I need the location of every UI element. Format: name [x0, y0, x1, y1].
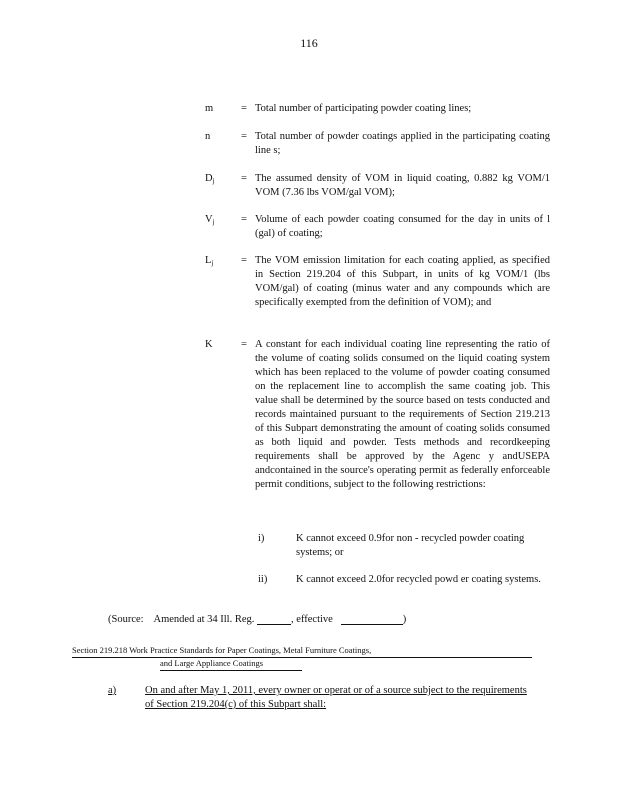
definition-text: The VOM emission limitation for each coating applied, as specified in Section 219.204 of this Subpart, in units of kg VOM/1 (lbs VOM/gal) of coating (minus water and any compounds which are specifically exempted from the definition of VOM); and: [255, 255, 550, 308]
source-effective: , effective: [291, 614, 333, 625]
definition-vj: [205, 213, 550, 241]
definition-text: Volume of each powder coating consumed for the day in units of l (gal) of coating;: [255, 214, 550, 239]
source-close: ): [402, 614, 407, 625]
register-blank: [257, 614, 291, 625]
definition-n: [205, 130, 550, 158]
subsection-a: [108, 684, 528, 712]
restriction-text: K cannot exceed 2.0for recycled powd er coating systems.: [296, 574, 541, 585]
symbol: $L_j$: [205, 255, 214, 267]
section-heading-line1: Section 219.218 Work Practice Standards for Paper Coatings, Metal Furniture Coatings,: [72, 644, 532, 658]
restriction-text: K cannot exceed 0.9for non - recycled powder coating systems; or: [296, 533, 525, 558]
definition-text: The assumed density of VOM in liquid coating, 0.882 kg VOM/1 VOM (7.36 lbs VOM/gal VOM);: [255, 173, 550, 198]
definition-m: [205, 102, 550, 116]
restriction-label: i): [258, 533, 265, 544]
restriction-i: [258, 532, 548, 560]
restriction-ii: [258, 573, 548, 587]
source-amended: Amended at 34 Ill. Reg.: [153, 614, 255, 625]
symbol: $D_j$: [205, 173, 215, 185]
equals-sign: =: [241, 339, 247, 350]
definition-text: Total number of powder coatings applied in the participating coating line s;: [255, 131, 550, 156]
symbol: m: [205, 103, 214, 114]
equals-sign: =: [241, 255, 247, 266]
equals-sign: =: [241, 131, 247, 142]
definition-dj: [205, 172, 550, 200]
definition-k: [205, 338, 550, 492]
subsection-label: a): [108, 685, 117, 696]
source-open: (Source:: [108, 614, 144, 625]
definition-lj: [205, 254, 550, 310]
effective-date-blank: [341, 614, 403, 625]
restriction-label: ii): [258, 574, 268, 585]
equals-sign: =: [241, 214, 247, 225]
symbol: K: [205, 339, 213, 350]
definition-text: Total number of participating powder coating lines;: [255, 103, 472, 114]
equals-sign: =: [241, 173, 247, 184]
symbol: n: [205, 131, 211, 142]
definition-text: A constant for each individual coating line representing the ratio of the volume of coating solids consumed on the liquid coating system which has been replaced to the volume of powder coating consumed on the replacement line to accomplish the same coating job. This value shall be determined by the source based on tests conducted and records maintained pursuant to the requirements of Section 219.213 of this Subpart demonstrating the amount of coating solids consumed as both liquid and powder. Tests methods and recordkeeping requirements shall be approved by the Agenc y andUSEPA andcontained in the source's operating permit as federally enforceable permit conditions, subject to the following restrictions:: [255, 339, 550, 490]
source-note: [108, 614, 406, 625]
symbol: $V_j$: [205, 214, 215, 226]
page-number: 116: [300, 36, 318, 50]
equals-sign: =: [241, 103, 247, 114]
section-heading-line2: and Large Appliance Coatings: [160, 657, 302, 671]
subsection-text: On and after May 1, 2011, every owner or operat or of a source subject to the requirements of Section 219.204(c) of this Subpart shall:: [145, 685, 527, 710]
